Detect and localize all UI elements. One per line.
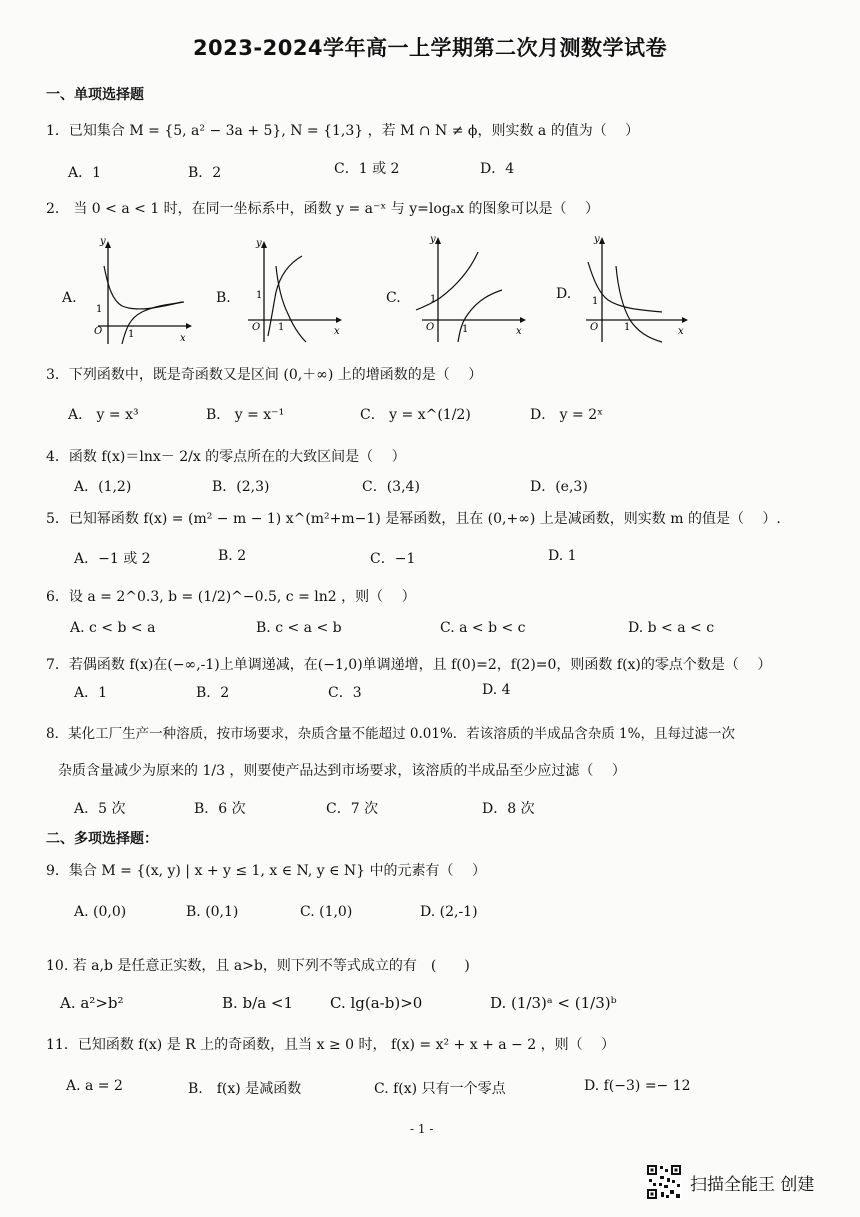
question-11-option-c: C. f(x) 只有一个零点 [374,1081,506,1097]
graph-d-y-one-label: 1 [592,296,599,307]
qr-code-icon [646,1164,682,1200]
question-1-stem: 1．已知集合 M = {5, a² − 3a + 5}, N = {1,3} ，若 M ∩ N ≠ ϕ，则实数 a 的值为（ ） [46,123,640,139]
graph-c-x-one-label: 1 [462,324,469,335]
question-10-option-a: A. a²>b² [60,994,124,1012]
graph-a-label: A. [62,290,77,306]
question-1-option-b: B．2 [188,165,222,181]
question-5-option-a: A．−1 或 2 [74,551,151,567]
question-6-option-b: B. c < a < b [256,620,342,636]
graph-d-x-axis-label: x [678,326,684,337]
question-9-option-d: D. (2,-1) [420,904,478,920]
question-1-option-d: D．4 [480,161,515,177]
question-7-option-a: A．1 [74,685,108,701]
question-1-option-c: C．1 或 2 [334,161,400,177]
question-8-stem-line-1: 8．某化工厂生产一种溶质，按市场要求，杂质含量不能超过 0.01%．若该溶质的半成品含杂质 1%，且每过滤一次 [46,726,735,742]
graph-a-x-one-label: 1 [128,329,135,340]
question-10-option-d: D. (1/3)ᵃ < (1/3)ᵇ [490,994,617,1012]
question-5-option-d: D. 1 [548,548,577,564]
scanner-watermark: 扫描全能王 创建 [690,1175,815,1195]
graph-a-y-axis-label: y [100,236,106,247]
question-4-stem: 4．函数 f(x)＝lnx－ 2/x 的零点所在的大致区间是（ ） [46,449,406,465]
question-11-option-b: B. f(x) 是减函数 [188,1081,302,1097]
question-4-option-d: D．(e,3) [530,479,588,495]
graph-d-label: D. [556,286,572,302]
question-4-option-a: A．(1,2) [74,479,132,495]
question-10-stem: 10. 若 a,b 是任意正实数，且 a>b，则下列不等式成立的有 ( ) [46,958,470,974]
question-10-option-b: B. b/a <1 [222,994,294,1012]
graph-b-x-axis-label: x [334,326,340,337]
graph-a-y-one-label: 1 [96,304,103,315]
question-7-option-b: B．2 [196,685,230,701]
graph-c-x-axis-label: x [516,326,522,337]
section-multiple-choice: 二、多项选择题： [46,831,158,847]
question-2-stem: 2． 当 0 < a < 1 时，在同一坐标系中，函数 y = a⁻ˣ 与 y=logₐx 的图象可以是（ ） [46,201,599,217]
graph-d [578,232,692,346]
question-3-option-b: B． y = x⁻¹ [206,407,285,423]
question-3-option-c: C． y = x^(1/2) [360,407,471,423]
graph-a-origin-label: O [94,326,103,337]
graph-b-label: B. [216,290,231,306]
question-5-stem: 5．已知幂函数 f(x) = (m² − m − 1) x^(m²+m−1) 是幂函数，且在 (0,+∞) 上是减函数，则实数 m 的值是（ ）. [46,511,781,527]
question-6-stem: 6．设 a = 2^0.3, b = (1/2)^−0.5, c = ln2 ，则（ ） [46,589,416,605]
question-11-option-a: A. a = 2 [66,1078,123,1094]
question-4-option-c: C．(3,4) [362,479,420,495]
question-5-option-b: B. 2 [218,548,247,564]
graph-b-origin-label: O [252,322,261,333]
graph-b-y-one-label: 1 [256,290,263,301]
question-3-option-a: A． y = x³ [68,407,139,423]
question-7-option-d: D. 4 [482,682,511,698]
question-7-option-c: C．3 [328,685,362,701]
graph-b-y-axis-label: y [256,238,262,249]
question-11-stem: 11．已知函数 f(x) 是 R 上的奇函数，且当 x ≥ 0 时， f(x) = x² + x + a − 2 ，则（ ） [46,1037,616,1053]
question-3-stem: 3．下列函数中，既是奇函数又是区间 (0,＋∞) 上的增函数的是（ ） [46,367,483,383]
question-6-option-d: D. b < a < c [628,620,715,636]
graph-c [412,230,530,346]
question-4-option-b: B．(2,3) [212,479,270,495]
graph-b-x-one-label: 1 [278,322,285,333]
question-1-option-a: A．1 [68,165,102,181]
question-3-option-d: D． y = 2ˣ [530,407,604,423]
graph-c-y-one-label: 1 [430,294,437,305]
page-number: - 1 - [410,1122,434,1136]
graph-d-x-one-label: 1 [624,322,631,333]
graph-c-label: C. [386,290,401,306]
question-8-option-c: C．7 次 [326,801,379,817]
question-8-stem-line-2: 杂质含量减少为原来的 1/3 ，则要使产品达到市场要求，该溶质的半成品至少应过滤（ ） [58,763,626,779]
graph-d-y-axis-label: y [594,234,600,245]
question-6-option-c: C. a < b < c [440,620,526,636]
graph-a-x-axis-label: x [180,333,186,344]
question-7-stem: 7．若偶函数 f(x)在(−∞,-1)上单调递减，在(−1,0)单调递增，且 f(0)=2，f(2)=0，则函数 f(x)的零点个数是（ ） [46,657,772,673]
question-9-option-c: C. (1,0) [300,904,353,920]
section-single-choice: 一、单项选择题 [46,87,144,103]
question-8-option-b: B．6 次 [194,801,246,817]
graph-a [82,236,192,346]
page-title: 2023-2024学年高一上学期第二次月测数学试卷 [192,36,668,60]
question-8-option-d: D．8 次 [482,801,535,817]
question-10-option-c: C. lg(a-b)>0 [330,994,423,1012]
question-5-option-c: C．−1 [370,551,416,567]
graph-d-origin-label: O [590,322,599,333]
question-8-option-a: A．5 次 [74,801,126,817]
question-9-option-a: A. (0,0) [74,904,127,920]
graph-b [236,236,346,346]
question-9-stem: 9．集合 M = {(x, y) | x + y ≤ 1, x ∈ N, y ∈ N} 中的元素有（ ） [46,863,486,879]
graph-c-origin-label: O [426,322,435,333]
question-6-option-a: A. c < b < a [70,620,156,636]
question-11-option-d: D. f(−3) =− 12 [584,1078,691,1094]
question-9-option-b: B. (0,1) [186,904,239,920]
graph-c-y-axis-label: y [430,234,436,245]
